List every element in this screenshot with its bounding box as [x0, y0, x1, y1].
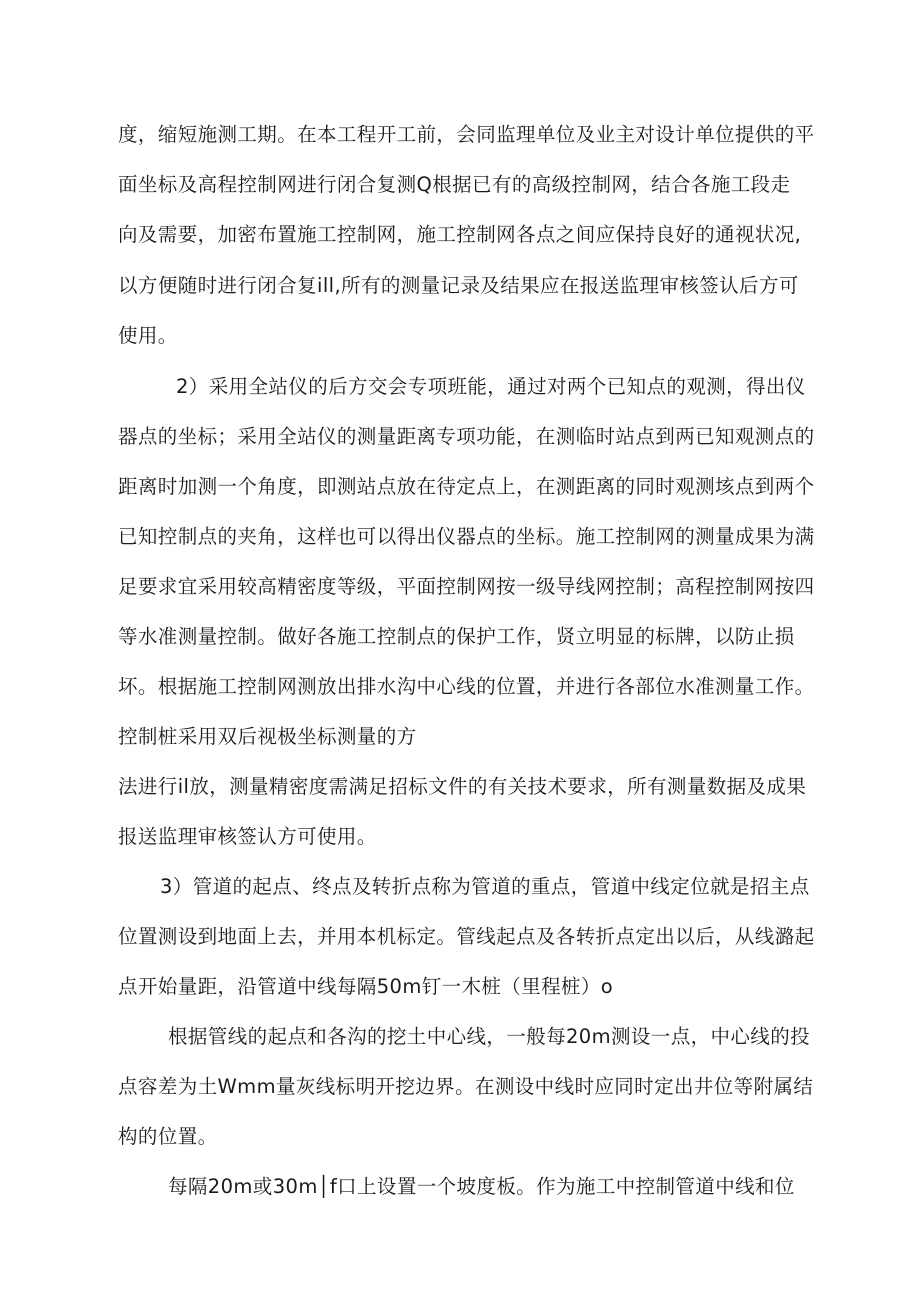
- text-line: 控制桩采用双后视极坐标测量的方: [118, 725, 417, 748]
- text-line: 构的位置。: [118, 1125, 218, 1148]
- text-line: 面坐标及高程控制网进行闭合复测Q根据已有的高级控制网，结合各施工段走: [118, 173, 791, 196]
- text-line: 距离时加测一个角度，即测站点放在待定点上，在测距离的同时观测垓点到两个: [118, 475, 815, 498]
- text-line: 每隔20m或30m│f口上设置一个坡度板。作为施工中控制管道中线和位: [168, 1175, 795, 1198]
- text-line: 点容差为土Wmm量灰线标明开挖边界。在测设中线时应同时定出井位等附属结: [118, 1075, 814, 1098]
- text-line: 等水准测量控制。做好各施工控制点的保护工作，贤立明显的标牌，以防止损: [118, 625, 795, 648]
- text-line: 向及需要，加密布置施工控制网，施工控制网各点之间应保持良好的通视状况,: [118, 223, 802, 246]
- text-line: 坏。根据施工控制网测放出排水沟中心线的位置，并进行各部位水准测量工作。: [118, 675, 815, 698]
- text-line: 法进行il放，测量精密度需满足招标文件的有关技术要求，所有测量数据及成果: [118, 775, 807, 798]
- text-line: 足要求宜采用较高精密度等级，平面控制网按一级导线网控制；高程控制网按四: [118, 575, 815, 598]
- text-line: 点开始量距，沿管道中线每隔50m钉一木桩（里程桩）o: [118, 975, 614, 998]
- text-line: 以方便随时进行闭合复ill,所有的测量记录及结果应在报送监理审核签认后方可: [118, 274, 799, 297]
- text-line: 已知控制点的夹角，这样也可以得出仪器点的坐标。施工控制网的测量成果为满: [118, 525, 815, 548]
- text-line: 位置测设到地面上去，并用本机标定。管线起点及各转折点定出以后，从线潞起: [118, 925, 815, 948]
- text-line: 根据管线的起点和各沟的挖土中心线，一般每20m测设一点，中心线的投: [168, 1025, 811, 1048]
- text-line: 2）采用全站仪的后方交会专项班能，通过对两个已知点的观测，得出仪: [176, 375, 806, 398]
- text-line: 度，缩短施测工期。在本工程开工前，会同监理单位及业主对设计单位提供的平: [118, 123, 815, 146]
- text-line: 器点的坐标；采用全站仪的测量距离专项功能，在测临时站点到两已知观测点的: [118, 425, 815, 448]
- text-line: 使用。: [118, 324, 178, 347]
- text-line: 报送监理审核签认方可使用。: [118, 825, 377, 848]
- text-line: 3）管道的起点、终点及转折点称为管道的重点，管道中线定位就是招主点: [160, 875, 810, 898]
